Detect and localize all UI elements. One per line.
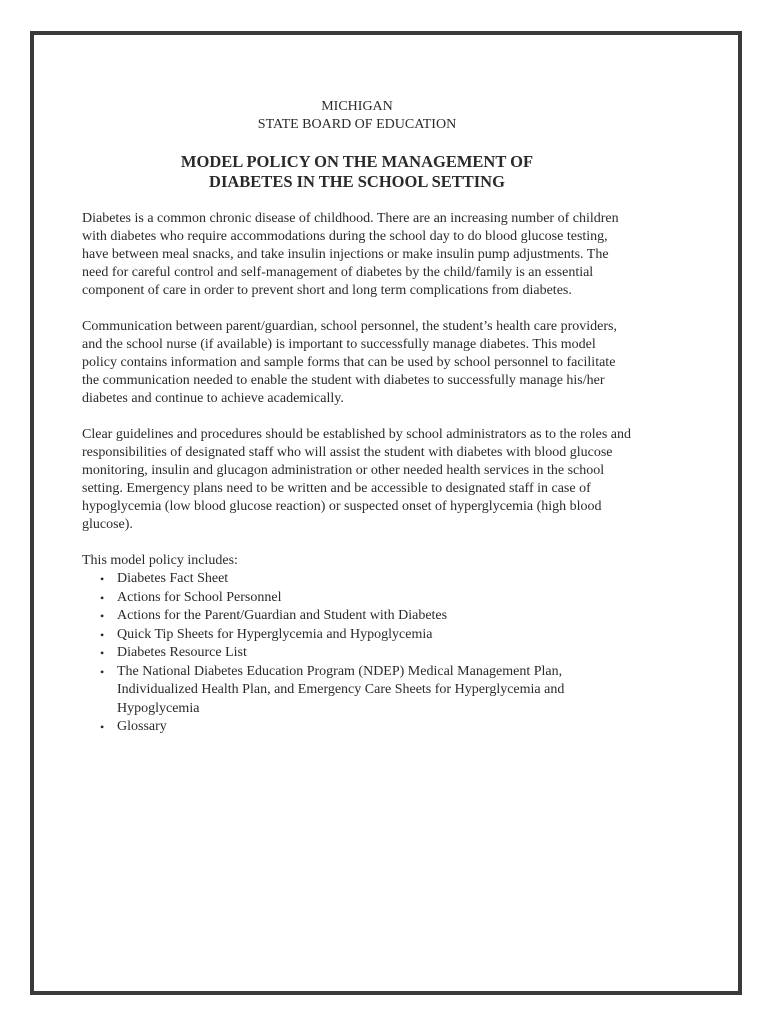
bullet-icon: • (100, 590, 105, 605)
bullet-icon: • (100, 720, 105, 734)
list-item: • The National Diabetes Education Program (NDEP) Medical Management Plan, Individualized Health Plan, and Emergency Care Sheets for Hyperglycemia and Hypoglycemia (100, 663, 565, 716)
includes-list (82, 570, 632, 737)
agency-board: STATE BOARD OF EDUCATION (257, 117, 457, 132)
paragraph-guidelines: Clear guidelines and procedures should be established by school administrators as to the roles and responsibilities of designated staff who will assist the student with diabetes with blood glucose monitoring, insulin and glucagon administration or other needed health services in the school setting. Emergency plans need to be written and be accessible to designated staff in case of hypoglycemia (low blood glucose reaction) or suspected onset of hyperglycemia (high blood glucose). (82, 427, 631, 532)
includes-intro: This model policy includes: (82, 553, 238, 568)
document-title (82, 152, 632, 192)
bullet-icon: • (100, 646, 105, 660)
list-item: • Quick Tip Sheets for Hyperglycemia and Hypoglycemia (100, 626, 632, 645)
paragraph-intro: Diabetes is a common chronic disease of childhood. There are an increasing number of children with diabetes who require accommodations during the school day to do blood glucose testing, have between meal snacks, and take insulin injections or make insulin pump adjustments. The need for careful control and self-management of diabetes by the child/family is an essential component of care in order to prevent short and long term complications from diabetes. (82, 211, 619, 298)
bullet-icon: • (100, 627, 105, 642)
paragraph-communication: Communication between parent/guardian, school personnel, the student’s health care providers, and the school nurse (if available) is important to successfully manage diabetes. This model policy contains information and sample forms that can be used by school personnel to facilitate the communication needed to enable the student with diabetes to successfully manage his/her diabetes and continue to achieve academically. (82, 319, 617, 406)
bullet-icon: • (100, 572, 105, 586)
list-item: • Actions for the Parent/Guardian and Student with Diabetes (100, 607, 632, 626)
title-line-2: DIABETES IN THE SCHOOL SETTING (209, 172, 505, 191)
list-item: • Diabetes Resource List (100, 644, 632, 663)
bullet-icon: • (100, 609, 105, 623)
bullet-icon: • (100, 664, 105, 679)
document-body (82, 98, 632, 737)
title-line-1: MODEL POLICY ON THE MANAGEMENT OF (180, 152, 534, 171)
list-item: • Actions for School Personnel (100, 589, 632, 608)
list-item: • Glossary (100, 718, 632, 737)
agency-header (82, 98, 632, 134)
list-item: • Diabetes Fact Sheet (100, 570, 632, 589)
agency-state: MICHIGAN (321, 99, 393, 114)
